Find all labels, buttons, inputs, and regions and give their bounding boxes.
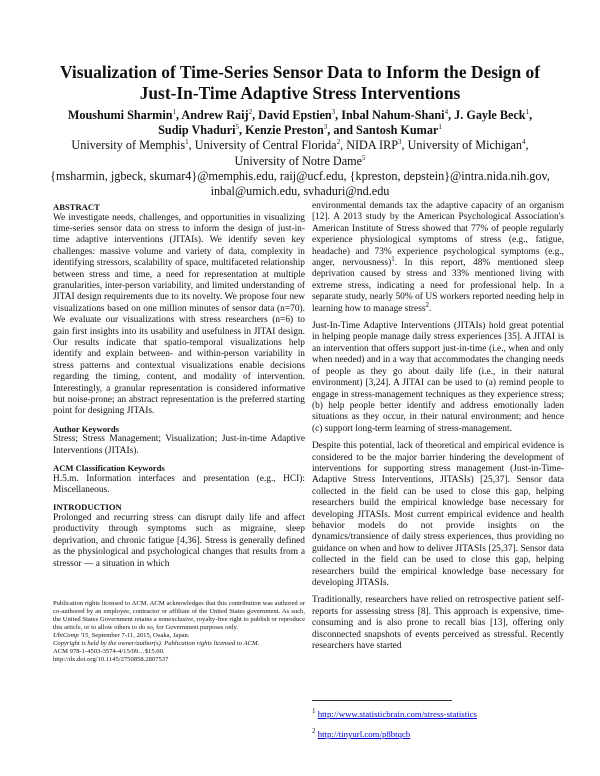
author-affil-sup: 3 bbox=[331, 107, 336, 116]
affiliation-ucf: , University of Central Florida bbox=[188, 138, 337, 153]
affiliation-notredame: University of Notre Dame bbox=[234, 153, 363, 168]
keywords-heading: Author Keywords bbox=[53, 423, 119, 434]
acm-text: H.5.m. Information interfaces and presentation (e.g., HCI): Miscellaneous. bbox=[53, 473, 305, 496]
footnote-2 bbox=[312, 728, 564, 740]
footnote-divider bbox=[312, 700, 452, 701]
permission-block bbox=[53, 600, 305, 664]
affiliation-sup: 2 bbox=[336, 138, 341, 147]
author-affil-sup: 5 bbox=[235, 123, 240, 132]
footnote-link[interactable]: http://tinyurl.com/p8btqcb bbox=[317, 729, 411, 739]
author-separator: , bbox=[252, 108, 259, 122]
affiliation-memphis: University of Memphis bbox=[71, 138, 186, 153]
paragraph-stress-stats bbox=[312, 201, 564, 315]
para-text: . bbox=[429, 303, 432, 314]
author-block bbox=[40, 108, 560, 199]
author-line-2 bbox=[40, 123, 560, 138]
affiliation-line-2 bbox=[40, 154, 560, 169]
author-name: Sudip Vhaduri bbox=[158, 123, 236, 138]
affiliation-comma: , bbox=[525, 138, 529, 153]
affiliation-nida: , NIDA IRP bbox=[340, 138, 398, 153]
author-separator: , bbox=[335, 108, 342, 122]
author-affil-sup: 2 bbox=[248, 107, 253, 116]
affiliation-sup: 5 bbox=[362, 153, 366, 162]
intro-text: Prolonged and recurring stress can disrupt daily life and affect productivity through symptoms such as migraine, sleep deprivation, and chronic fatigue [4,36]. Stress is generally defined as the physiological and psychological changes that results from a stressor — a situation in which bbox=[53, 512, 305, 569]
author-separator: , bbox=[529, 108, 533, 122]
isbn-line: ACM 978-1-4503-3574-4/15/09…$15.00. bbox=[53, 648, 165, 655]
paper-title: Visualization of Time-Series Sensor Data to Inform the Design of Just-In-Time Adaptive Stress Interventions bbox=[60, 62, 540, 103]
email-line-2: inbal@umich.edu, svhaduri@nd.edu bbox=[210, 184, 390, 199]
author-name: Andrew Raij bbox=[181, 108, 249, 122]
footnote-1 bbox=[312, 708, 564, 720]
author-line-1 bbox=[40, 108, 560, 123]
paragraph-traditional: Traditionally, researchers have relied on retrospective patient self-reports for assessing stress [8]. This approach is expensive, time-consuming and is also prone to recall bias [13], offering only disconnected snapshots of events perceived as stressful. Recently researchers have started bbox=[312, 595, 564, 652]
permission-text: Publication rights licensed to ACM. ACM acknowledges that this contribution was authored or co-authored by an employee, contractor or affiliate of the United States government. As such, the United States Government retains a nonexclusive, royalty-free right to publish or reproduce this article, or to allow others to do so, for Government purposes only. bbox=[53, 600, 305, 631]
affiliation-sup: 1 bbox=[185, 138, 189, 147]
footnote-number: 2 bbox=[312, 727, 316, 736]
footnote-link[interactable]: http://www.statisticbrain.com/stress-statistics bbox=[317, 709, 477, 719]
doi-line[interactable]: http://dx.doi.org/10.1145/2750858.2807537 bbox=[53, 656, 169, 663]
paragraph-jitai: Just-In-Time Adaptive Interventions (JITAIs) hold great potential in helping people manage daily stress experiences [35]. A JITAI is an intervention that offers support just-in-time (i.e., when and only when needed) and in a way that accommodates the changing needs of people as they go about daily life (i.e., in their natural environment) [3,24]. A JITAI can be used to (a) remind people to engage in stress-management techniques as they experience stress; (b) help people better identify and address emotionally laden situations as they occur, in their natural environment; and hence (c) support long-term learning of stress-management. bbox=[312, 321, 564, 434]
author-name: Moushumi Sharmin bbox=[67, 108, 173, 122]
right-column bbox=[312, 201, 564, 658]
keywords-text: Stress; Stress Management; Visualization; Just-in-time Adaptive Interventions (JITAIs). bbox=[53, 434, 305, 456]
author-name: Inbal Nahum-Shani bbox=[341, 108, 445, 122]
author-affil-sup: 1 bbox=[172, 107, 176, 116]
author-separator: , and bbox=[327, 123, 357, 138]
footnote-number: 1 bbox=[312, 707, 316, 716]
author-affil-sup: 4 bbox=[444, 107, 449, 116]
intro-heading: INTRODUCTION bbox=[53, 502, 122, 513]
copyright-text: Copyright is held by the owner/author(s). Publication rights licensed to ACM. bbox=[53, 640, 260, 647]
affiliation-sup: 4 bbox=[522, 138, 526, 147]
footnotes bbox=[312, 708, 564, 748]
author-separator: , bbox=[176, 108, 182, 122]
abstract-text: We investigate needs, challenges, and opportunities in visualizing time-series sensor data on stress to inform the design of just-in-time adaptive interventions (JITAIs). We identify seven key challenges: massive volume and variety of data, complexity in identifying stressors, scalability of space, multifaceted relationship between stress and time, a need for representation at multiple granularities, inter-person variability, and limited understanding of JITAI design requirements due to its novelty. We propose four new visualizations based on one million minutes of sensor data (n=70). We evaluate our visualizations with stress researchers (n=6) to gain first insights into its usability and usefulness in JITAI design. Our results indicate that spatio-temporal visualizations help identify and explain between- and within-person variability in stress patterns and contextual visualizations enable decisions regarding the timing, content, and modality of intervention. Interestingly, a granular representation is considered informative but noise-prone; an abstract representation is the preferred starting point for designing JITAIs. bbox=[53, 212, 305, 417]
copyright-line bbox=[53, 640, 305, 648]
author-separator: , bbox=[448, 108, 455, 122]
affiliation-line-1 bbox=[40, 138, 560, 153]
acm-heading: ACM Classification Keywords bbox=[53, 463, 165, 474]
abstract-heading: ABSTRACT bbox=[53, 202, 100, 212]
footnote-ref[interactable]: 2 bbox=[425, 300, 430, 309]
venue-details: , September 7-11, 2015, Osaka, Japan. bbox=[88, 632, 190, 639]
author-separator: , bbox=[239, 123, 246, 138]
affiliation-sup: 3 bbox=[398, 138, 402, 147]
venue-line bbox=[53, 632, 305, 640]
para-text: environmental demands tax the adaptive capacity of an organism [12]. A 2013 study by the American Psychological Association's American Institute of Stress showed that 77% of people regularly experience physiological symptoms of stress (e.g., fatigue, headache) and 73% experience psychological symptoms (e.g., anger, nervousness) bbox=[312, 201, 564, 269]
footnote-ref[interactable]: 1 bbox=[391, 254, 395, 263]
left-column bbox=[53, 202, 305, 576]
affiliation-umich: , University of Michigan bbox=[401, 138, 523, 153]
author-name: J. Gayle Beck bbox=[454, 108, 526, 122]
author-affil-sup: 3 bbox=[323, 123, 328, 132]
author-name: Santosh Kumar bbox=[356, 123, 439, 138]
author-affil-sup: 1 bbox=[525, 107, 530, 116]
venue-name: UbiComp '15 bbox=[53, 632, 89, 639]
author-name: David Epstien bbox=[258, 108, 332, 122]
paragraph-evidence: Despite this potential, lack of theoretical and empirical evidence is considered to be the major barrier hindering the development of interventions for supporting stress management (Just-in-Time-Adaptive Stress Interventions, JITASIs) [25,37]. Sensor data collected in the field can be used to close this gap, helping researchers build the empirical knowledge base necessary for developing JITASIs. Most current empirical evidence and health behavior models do not provide insights on the dynamics/transience of daily stress experiences, thus providing no guidance on when and how to deliver JITASIs [25,37]. Sensor data collected in the field can be used to close this gap, helping researchers build the empirical knowledge base necessary for developing JITASIs. bbox=[312, 441, 564, 588]
author-affil-sup: 1 bbox=[438, 123, 442, 132]
author-name: Kenzie Preston bbox=[245, 123, 324, 138]
email-line-1: {msharmin, jgbeck, skumar4}@memphis.edu, raij@ucf.edu, {kpreston, depstein}@intra.nida.nih.gov, bbox=[50, 168, 550, 183]
para-text: . In this report, 48% mentioned sleep deprivation caused by stress and 33% mentioned living with extreme stress, indicating a need for professional help. In a separate study, nearly 50% of US workers reported needing help in learning how to manage stress bbox=[312, 258, 564, 314]
